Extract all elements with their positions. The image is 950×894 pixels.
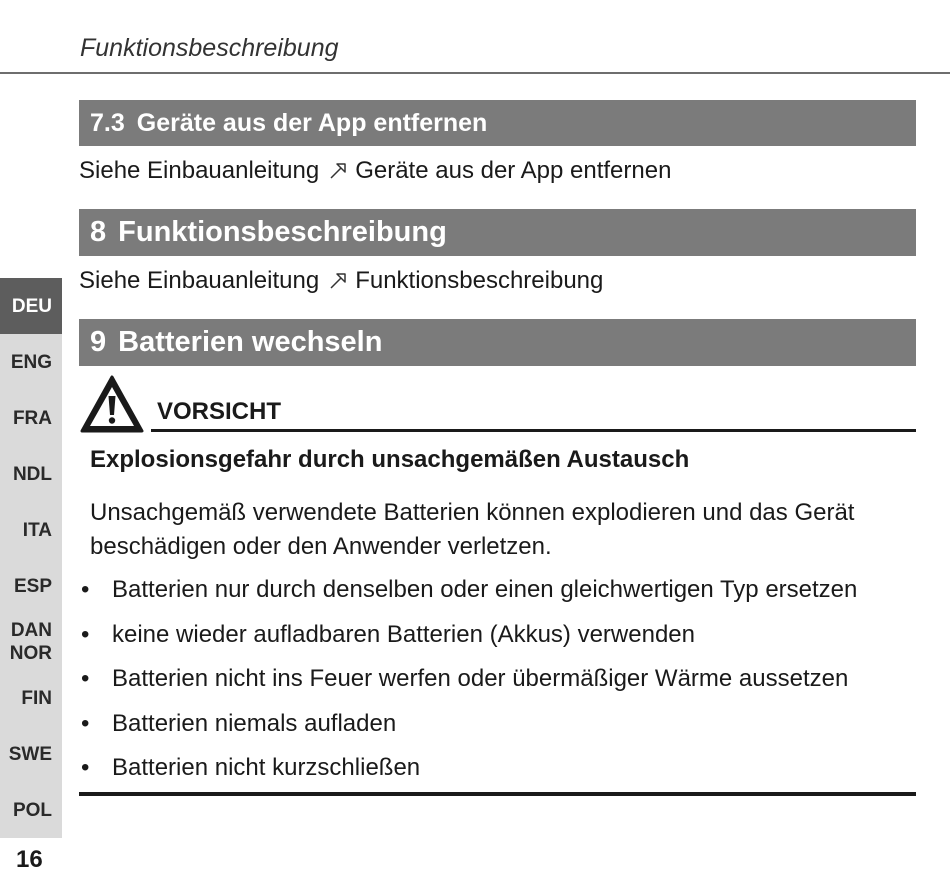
warning-header: [79, 374, 916, 436]
hazard-title: Explosionsgefahr durch unsachgemäßen Austausch: [90, 446, 690, 473]
reference-prefix: Siehe Einbauanleitung: [79, 157, 320, 184]
list-item: • Batterien nicht kurzschließen: [79, 748, 916, 793]
list-item: • Batterien nicht ins Feuer werfen oder übermäßiger Wärme aussetzen: [79, 659, 916, 704]
section-heading-8: [79, 209, 916, 256]
reference-line-7-3: [79, 157, 671, 185]
language-tab-swe[interactable]: SWE: [0, 726, 62, 782]
list-item: • Batterien niemals aufladen: [79, 704, 916, 749]
warning-end-rule: [79, 792, 916, 796]
header-divider: [0, 72, 950, 74]
safety-measures-list: [79, 570, 916, 793]
reference-line-8: [79, 267, 603, 295]
hazard-description: Unsachgemäß verwendete Batterien können explodieren und das Gerät beschädigen oder den Anwender verletzen.: [90, 499, 855, 560]
language-tab-fra[interactable]: FRA: [0, 390, 62, 446]
reference-link[interactable]: Funktionsbeschreibung: [355, 267, 604, 294]
language-tab-deu[interactable]: DEU: [0, 278, 62, 334]
language-tab-ita[interactable]: ITA: [0, 502, 62, 558]
language-tab-ndl[interactable]: NDL: [0, 446, 62, 502]
section-number: 8: [90, 216, 107, 248]
section-number: 9: [90, 326, 107, 358]
warning-header-rule: [151, 429, 916, 432]
signal-word: VORSICHT: [157, 398, 282, 425]
list-item: • Batterien nur durch denselben oder einen gleichwertigen Typ ersetzen: [79, 570, 916, 615]
section-title: Batterien wechseln: [118, 326, 383, 358]
reference-link[interactable]: Geräte aus der App entfernen: [355, 157, 672, 184]
language-tabs: [0, 278, 62, 838]
language-tab-dan-nor[interactable]: DAN NOR: [0, 614, 62, 670]
reference-arrow-icon: [328, 271, 348, 291]
language-tab-fin[interactable]: FIN: [0, 670, 62, 726]
list-item: • keine wieder aufladbaren Batterien (Akkus) verwenden: [79, 615, 916, 660]
language-tab-esp[interactable]: ESP: [0, 558, 62, 614]
page-number: 16: [16, 846, 43, 873]
language-tab-pol[interactable]: POL: [0, 782, 62, 838]
section-title: Funktionsbeschreibung: [118, 216, 447, 248]
running-header: Funktionsbeschreibung: [80, 34, 339, 62]
reference-arrow-icon: [328, 161, 348, 181]
warning-triangle-icon: [79, 374, 145, 434]
reference-prefix: Siehe Einbauanleitung: [79, 267, 320, 294]
section-number: 7.3: [90, 108, 125, 137]
section-heading-7-3: [79, 100, 916, 146]
section-title: Geräte aus der App entfernen: [136, 108, 488, 137]
section-heading-9: [79, 319, 916, 366]
language-tab-eng[interactable]: ENG: [0, 334, 62, 390]
